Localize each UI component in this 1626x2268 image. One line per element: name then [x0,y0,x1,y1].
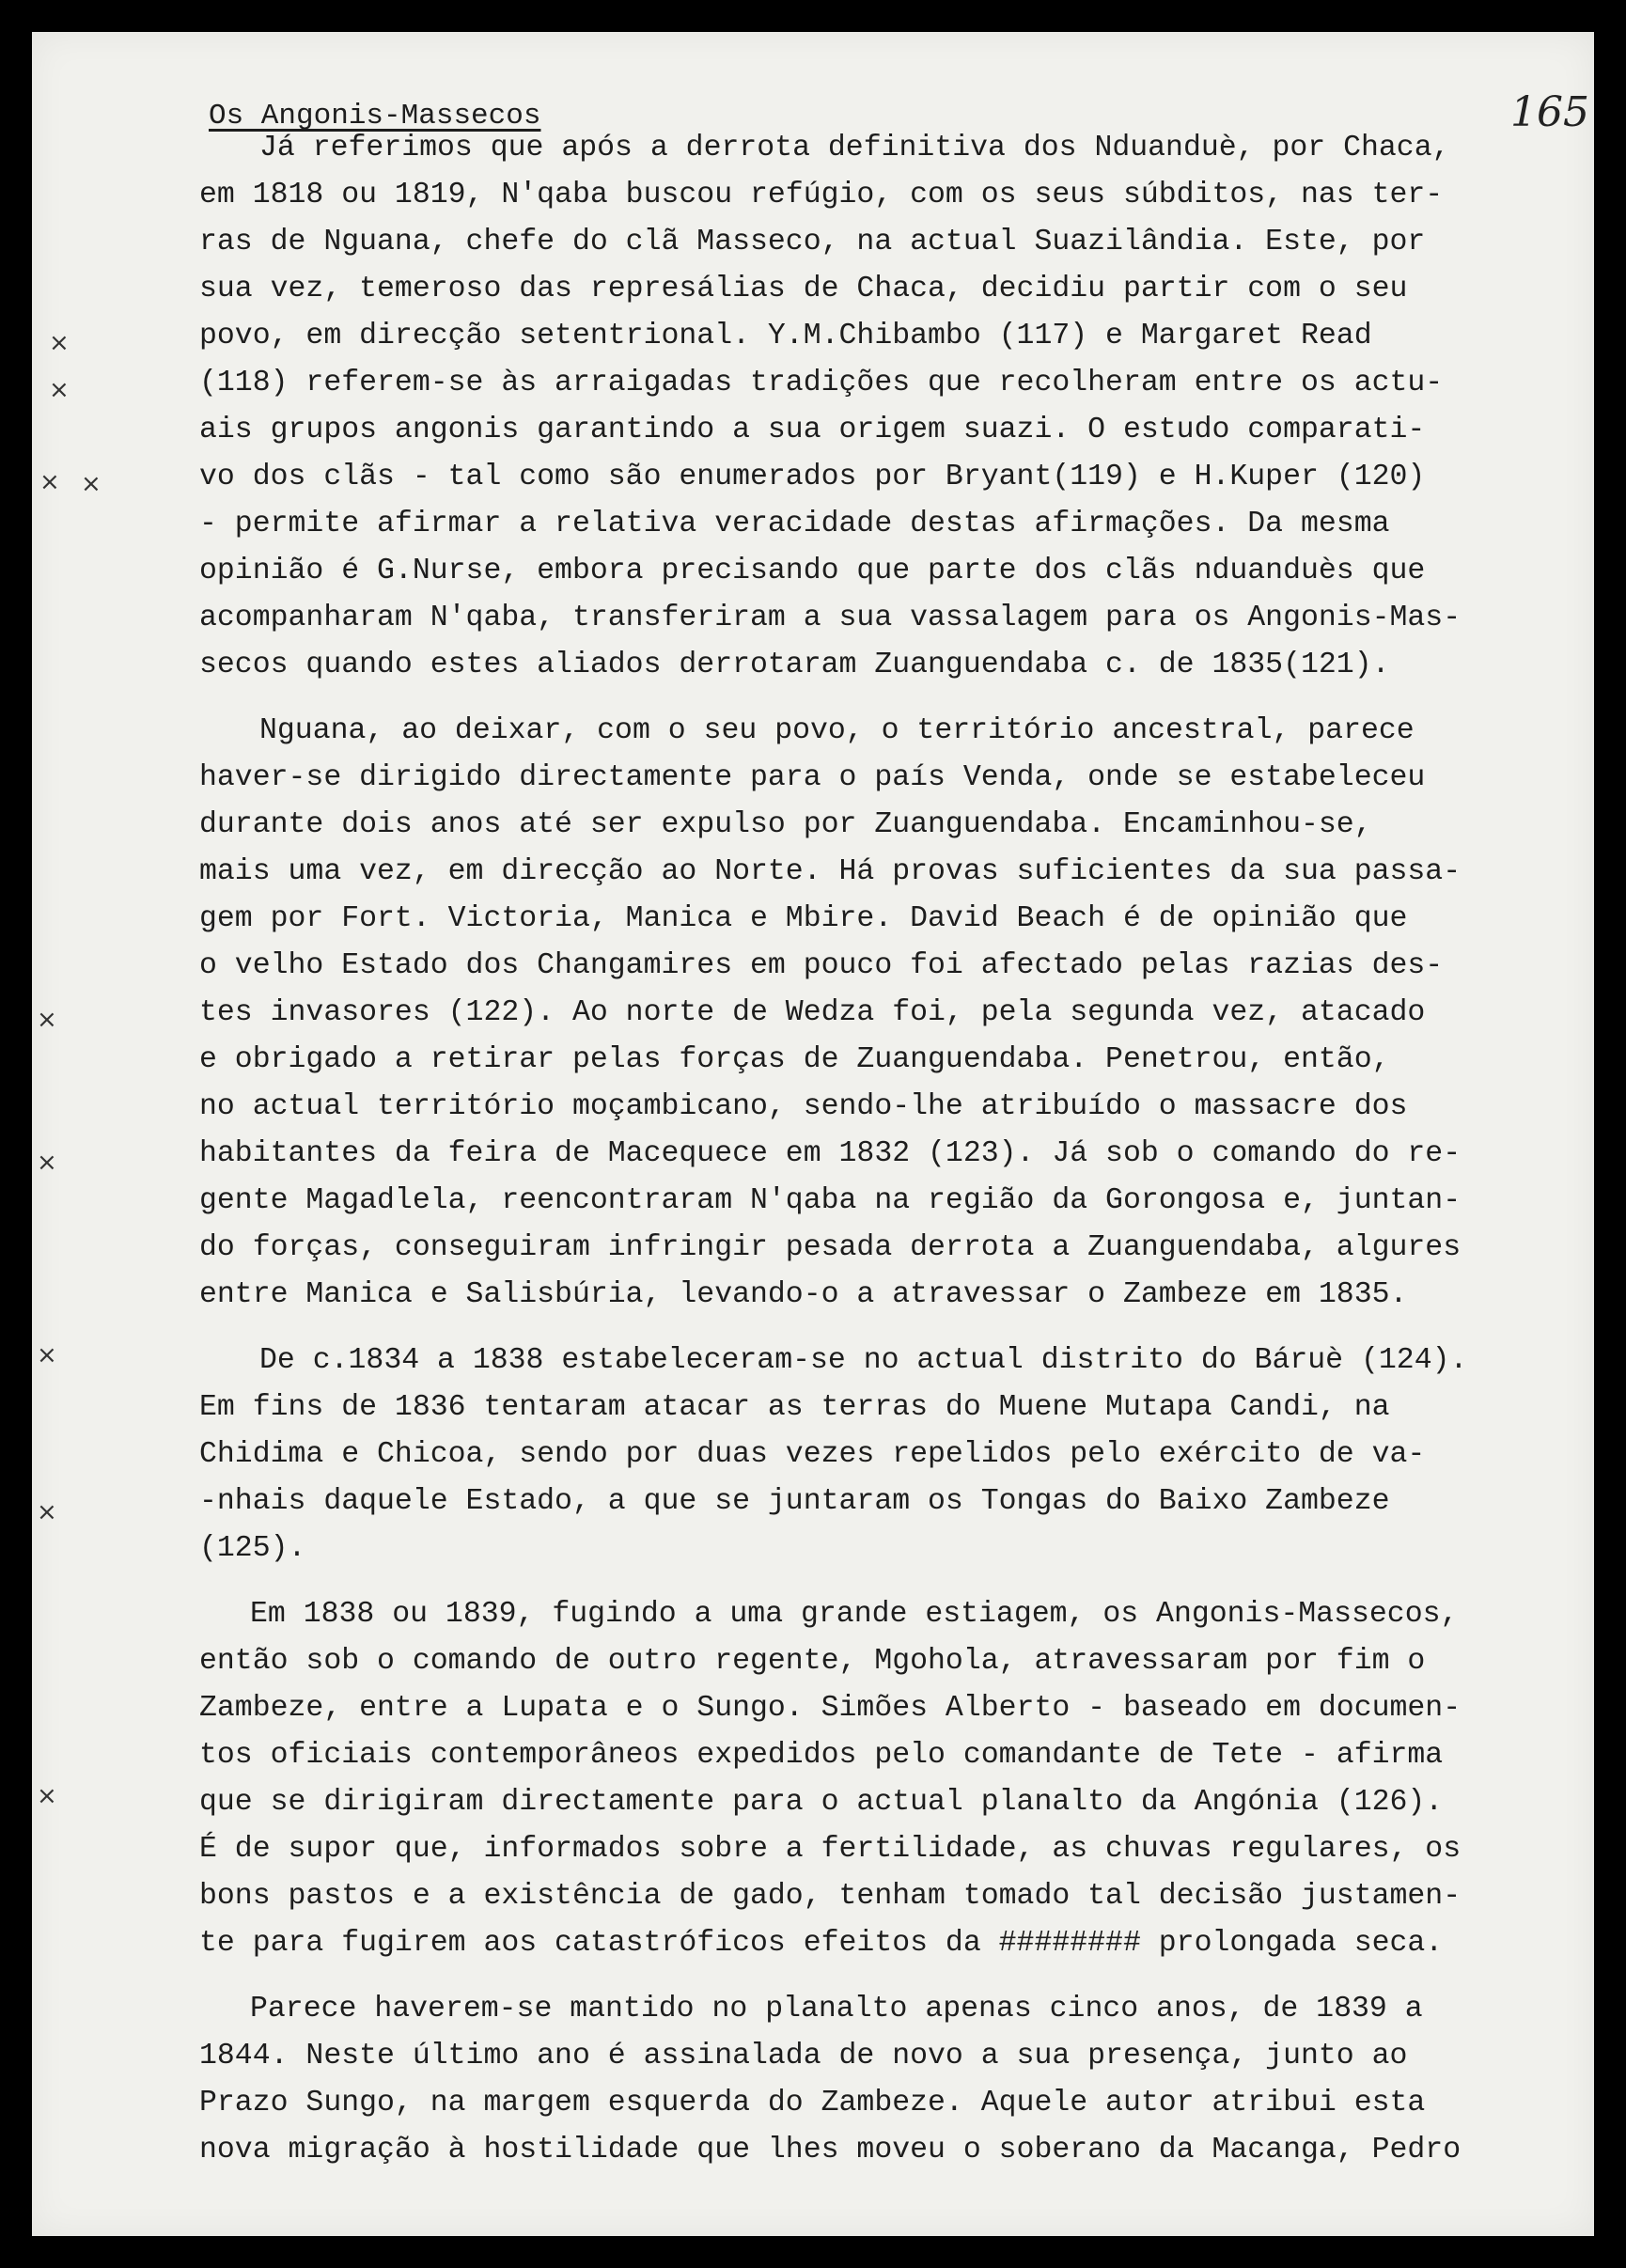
margin-x-mark: × [37,1782,57,1810]
text-line: secos quando estes aliados derrotaram Zuanguendaba c. de 1835(121). [199,649,1390,681]
margin-x-mark: × [49,376,70,404]
text-line: bons pastos e a existência de gado, tenham tomado tal decisão justamen- [199,1880,1462,1913]
margin-x-mark: × [37,1006,57,1034]
margin-x-mark: × [37,1498,57,1526]
text-line: Zambeze, entre a Lupata e o Sungo. Simões Alberto - baseado em documen- [199,1692,1462,1725]
text-line: 1844. Neste último ano é assinalada de novo a sua presença, junto ao [199,2040,1408,2072]
text-line: É de supor que, informados sobre a fertilidade, as chuvas regulares, os [199,1833,1462,1866]
text-line: tes invasores (122). Ao norte de Wedza foi, pela segunda vez, atacado [199,996,1426,1029]
page-number: 165 [1510,88,1589,136]
text-line: durante dois anos até ser expulso por Zuanguendaba. Encaminhou-se, [199,808,1372,841]
text-line: entre Manica e Salisbúria, levando-o a atravessar o Zambeze em 1835. [199,1278,1408,1311]
text-line: (125). [199,1532,306,1565]
text-line: gem por Fort. Victoria, Manica e Mbire. David Beach é de opinião que [199,902,1408,935]
text-line: então sob o comando de outro regente, Mgohola, atravessaram por fim o [199,1645,1426,1678]
text-line: e obrigado a retirar pelas forças de Zuanguendaba. Penetrou, então, [199,1043,1390,1076]
text-line: ras de Nguana, chefe do clã Masseco, na actual Suazilândia. Este, por [199,226,1426,258]
text-line: povo, em direcção setentrional. Y.M.Chibambo (117) e Margaret Read [199,320,1372,352]
text-line: ais grupos angonis garantindo a sua origem suazi. O estudo comparati- [199,414,1426,446]
text-line: sua vez, temeroso das represálias de Chaca, decidiu partir com o seu [199,273,1408,305]
text-line: (118) referem-se às arraigadas tradições que recolheram entre os actu- [199,367,1444,399]
text-line: vo dos clãs - tal como são enumerados por Bryant(119) e H.Kuper (120) [199,461,1426,493]
text-line: em 1818 ou 1819, N'qaba buscou refúgio, com os seus súbditos, nas ter- [199,179,1444,211]
text-line: - permite afirmar a relativa veracidade destas afirmações. Da mesma [199,508,1390,540]
text-line: haver-se dirigido directamente para o país Venda, onde se estabeleceu [199,761,1426,794]
text-line: Em 1838 ou 1839, fugindo a uma grande estiagem, os Angonis-Massecos, [250,1598,1459,1631]
text-line: Em fins de 1836 tentaram atacar as terras do Muene Mutapa Candi, na [199,1391,1390,1424]
text-line: no actual território moçambicano, sendo-lhe atribuído o massacre dos [199,1090,1408,1123]
text-line: acompanharam N'qaba, transferiram a sua vassalagem para os Angonis-Mas- [199,602,1462,634]
text-line: Já referimos que após a derrota definitiva dos Nduanduè, por Chaca, [259,132,1450,164]
margin-x-mark: × [81,470,102,498]
margin-x-mark: × [49,329,70,357]
text-line: Prazo Sungo, na margem esquerda do Zambeze. Aquele autor atribui esta [199,2087,1426,2119]
text-line: o velho Estado dos Changamires em pouco foi afectado pelas razias des- [199,949,1444,982]
margin-x-mark: × [37,1149,57,1177]
text-line: te para fugirem aos catastróficos efeitos da ######## prolongada seca. [199,1927,1444,1960]
text-line: mais uma vez, em direcção ao Norte. Há provas suficientes da sua passa- [199,855,1462,888]
text-line: habitantes da feira de Macequece em 1832 (123). Já sob o comando do re- [199,1137,1462,1170]
text-line: Chidima e Chicoa, sendo por duas vezes repelidos pelo exército de va- [199,1438,1426,1471]
text-line: do forças, conseguiram infringir pesada derrota a Zuanguendaba, algures [199,1231,1462,1264]
document-page [32,32,1594,2236]
text-line: -nhais daquele Estado, a que se juntaram os Tongas do Baixo Zambeze [199,1485,1390,1518]
text-line: que se dirigiram directamente para o actual planalto da Angónia (126). [199,1786,1444,1819]
text-line: tos oficiais contemporâneos expedidos pelo comandante de Tete - afirma [199,1739,1444,1772]
margin-x-mark: × [37,1341,57,1369]
text-line: gente Magadlela, reencontraram N'qaba na região da Gorongosa e, juntan- [199,1184,1462,1217]
margin-x-mark: × [39,468,60,496]
text-line: nova migração à hostilidade que lhes moveu o soberano da Macanga, Pedro [199,2134,1462,2166]
text-line: De c.1834 a 1838 estabeleceram-se no actual distrito do Báruè (124). [259,1344,1468,1377]
page-title: Os Angonis-Massecos [209,100,541,133]
text-line: Parece haverem-se mantido no planalto apenas cinco anos, de 1839 a [250,1993,1423,2026]
text-line: Nguana, ao deixar, com o seu povo, o território ancestral, parece [259,714,1415,747]
text-line: opinião é G.Nurse, embora precisando que parte dos clãs nduanduès que [199,555,1426,587]
